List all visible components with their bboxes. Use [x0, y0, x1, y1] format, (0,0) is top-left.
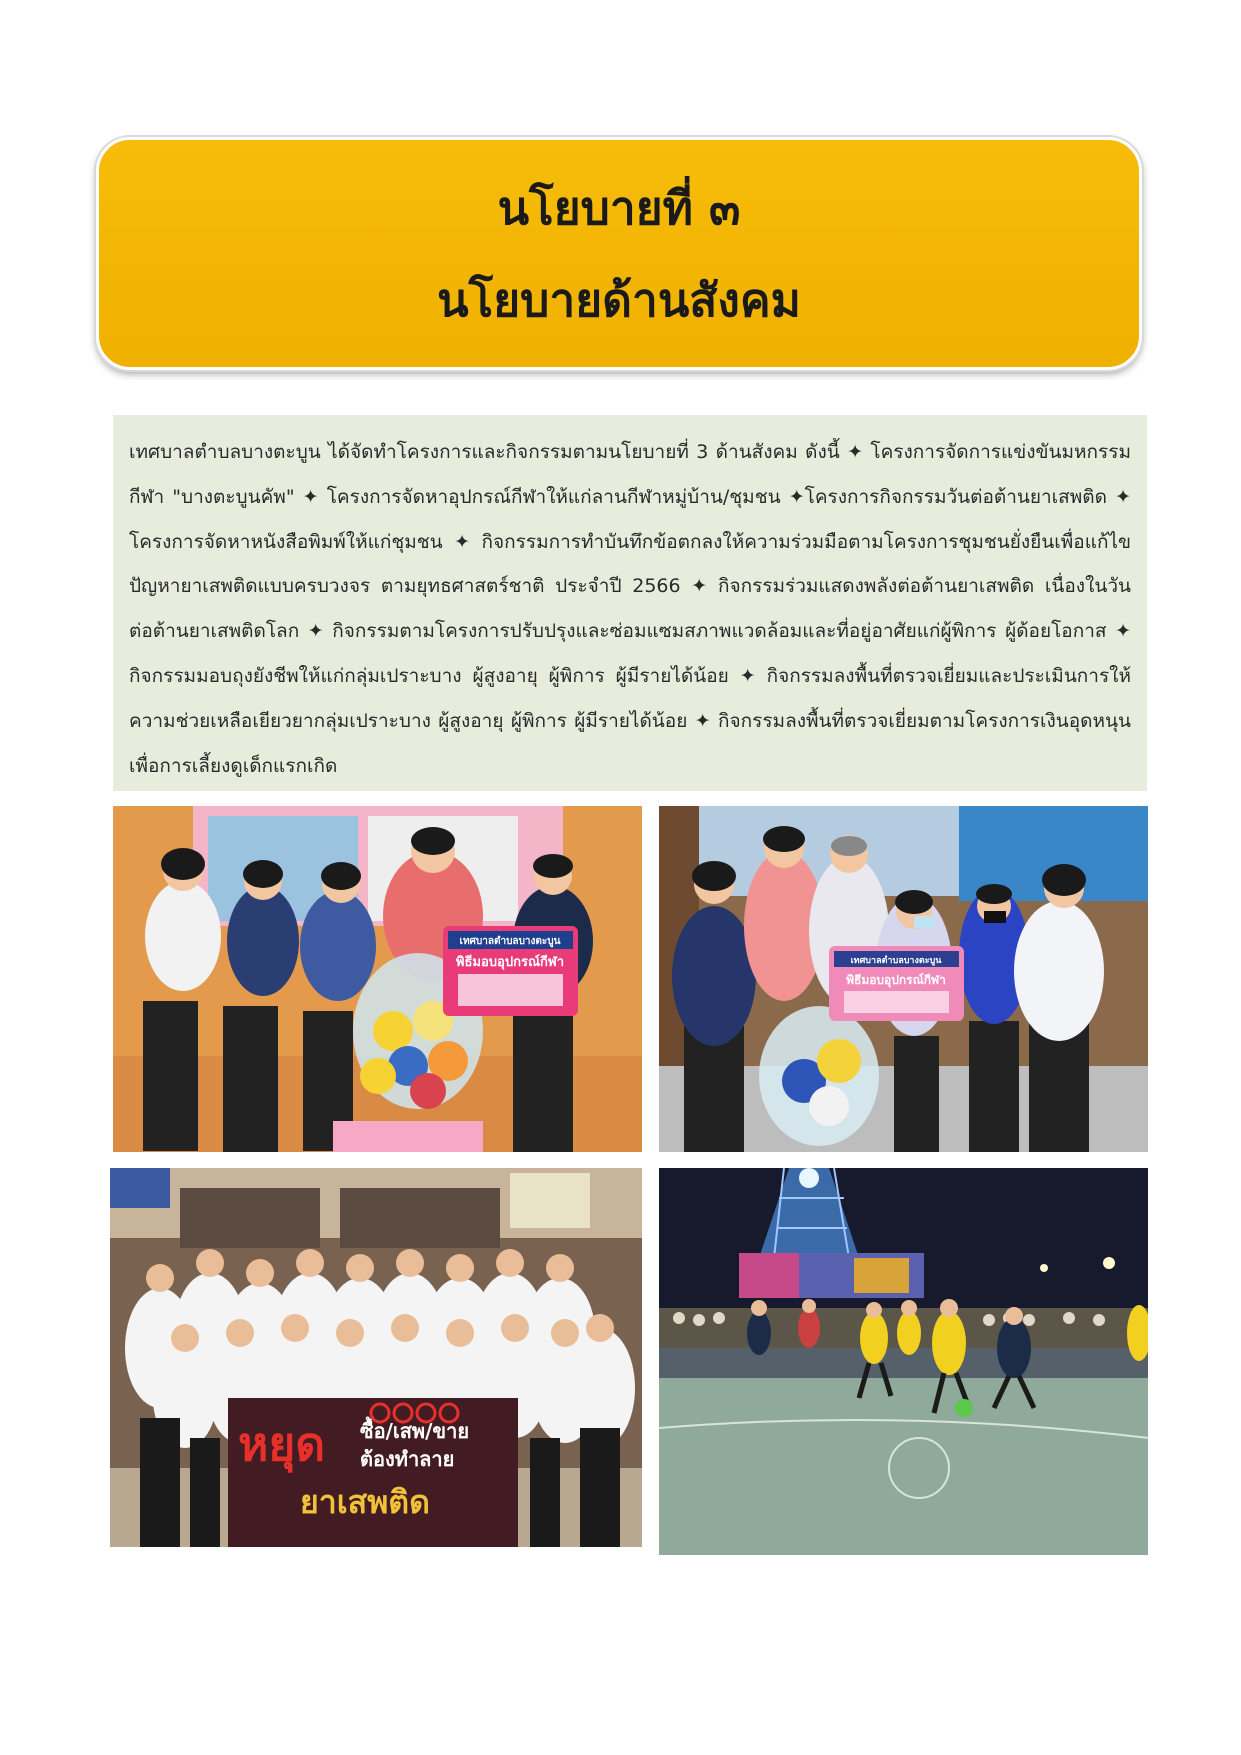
policy-number-title: นโยบายที่ ๓: [497, 180, 741, 235]
policy-description-text: เทศบาลตำบลบางตะบูน ได้จัดทำโครงการและกิจกรรมตามนโยบายที่ 3 ด้านสังคม ดังนี้ ✦ โครงการจัดการแข่งขันมหกรรมกีฬา "บางตะบูนคัพ" ✦ โครงการจัดหาอุปกรณ์กีฬาให้แก่ลานกีฬาหมู่บ้าน/ชุมชน ✦โครงการกิจกรรมวันต่อต้านยาเสพติด ✦ โครงการจัดหาหนังสือพิมพ์ให้แก่ชุมชน ✦ กิจกรรมการทำบันทึกข้อตกลงให้ความร่วมมือตามโครงการชุมชนยั่งยืนเพื่อแก้ไขปัญหายาเสพติดแบบครบวงจร ตามยุทธศาสตร์ชาติ ประจำปี 2566 ✦ กิจกรรมร่วมแสดงพลังต่อต้านยาเสพติด เนื่องในวันต่อต้านยาเสพติดโลก ✦ กิจกรรมตามโครงการปรับปรุงและซ่อมแซมสภาพแวดล้อมและที่อยู่อาศัยแก่ผู้พิการ ผู้ด้อยโอกาส ✦ กิจกรรมมอบถุงยังชีพให้แก่กลุ่มเปราะบาง ผู้สูงอายุ ผู้พิการ ผู้มีรายได้น้อย ✦ กิจกรรมลงพื้นที่ตรวจเยี่ยมและประเมินการให้ความช่วยเหลือเยียวยากลุ่มเปราะบาง ผู้สูงอายุ ผู้พิการ ผู้มีรายได้น้อย ✦ กิจกรรมลงพื้นที่ตรวจเยี่ยมตามโครงการเงินอุดหนุนเพื่อการเลี้ยงดูเด็กแรกเกิด: [129, 441, 1131, 777]
photo-sports-equipment-handover-1: [113, 806, 642, 1152]
photo-anti-drug-rally: [110, 1168, 642, 1547]
sign-title-text: เทศบาลตำบลบางตะบูน: [850, 956, 942, 966]
banner-line2-text: ต้องทำลาย: [360, 1447, 455, 1471]
photo-night-futsal-match: [659, 1168, 1148, 1555]
policy-title-banner: [96, 137, 1142, 370]
photo-sports-equipment-handover-2: [659, 806, 1148, 1152]
policy-description-box: [113, 415, 1147, 791]
policy-name-title: นโยบายด้านสังคม: [437, 272, 801, 327]
banner-line3-text: ยาเสพติด: [300, 1483, 430, 1521]
sign-title-text: เทศบาลตำบลบางตะบูน: [459, 936, 561, 947]
sign-main-text: พิธีมอบอุปกรณ์กีฬา: [455, 955, 565, 970]
sign-main-text: พิธีมอบอุปกรณ์กีฬา: [846, 973, 946, 987]
banner-stop-text: หยุด: [238, 1417, 326, 1471]
banner-line1-text: ซื้อ/เสพ/ขาย: [360, 1419, 470, 1443]
